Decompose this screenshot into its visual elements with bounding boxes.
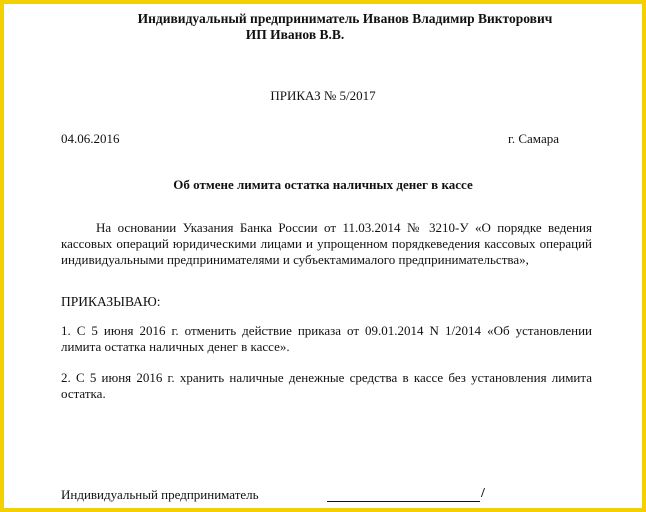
order-city: г. Самара: [508, 131, 559, 146]
order-item-1: 1. С 5 июня 2016 г. отменить действие приказа от 09.01.2014 N 1/2014 «Об установлении лимита остатка наличных денег в кассе».: [61, 323, 592, 354]
order-date: 04.06.2016: [61, 131, 120, 146]
orders-heading: ПРИКАЗЫВАЮ:: [61, 294, 161, 309]
order-subject: Об отмене лимита остатка наличных денег в кассе: [173, 177, 473, 192]
entrepreneur-short-name: ИП Иванов В.В.: [245, 27, 345, 42]
order-item-2: 2. С 5 июня 2016 г. хранить наличные денежные средства в кассе без установления лимита остатка.: [61, 370, 592, 401]
signature-label: Индивидуальный предприниматель: [61, 487, 259, 502]
entrepreneur-name: Индивидуальный предприниматель Иванов Владимир Викторович: [137, 11, 553, 26]
signature-mark: /: [481, 486, 485, 501]
order-title: ПРИКАЗ № 5/2017: [270, 88, 376, 103]
basis-paragraph: На основании Указания Банка России от 11.03.2014 № 3210-У «О порядке ведения кассовых операций юридическими лицами и упрощенном порядкеведения кассовых операций индивидуальными предпринимателями и субъектамималого предпринимательства»,: [61, 220, 592, 267]
signature-line: [327, 501, 480, 502]
